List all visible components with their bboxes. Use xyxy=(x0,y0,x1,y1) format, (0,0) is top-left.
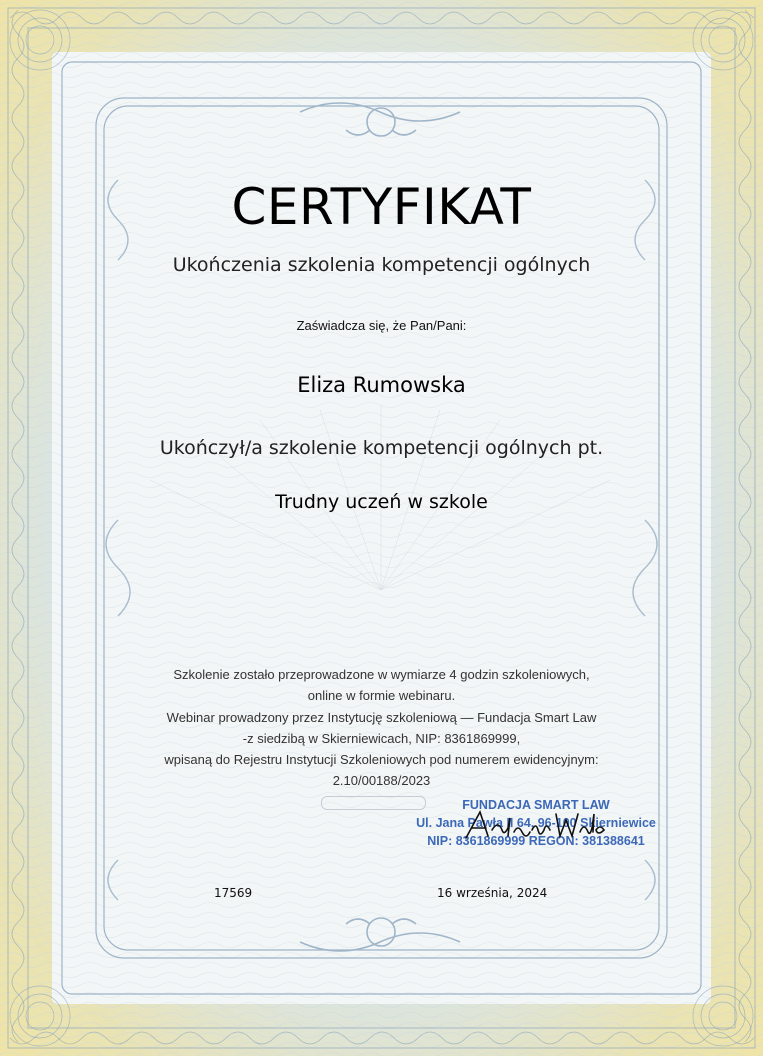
details-line: -z siedzibą w Skierniewicach, NIP: 8361869999, xyxy=(242,730,521,746)
completion-statement: Ukończył/a szkolenie kompetencji ogólnych pt. xyxy=(159,437,604,459)
details-line: Szkolenie zostało przeprowadzone w wymiarze 4 godzin szkoleniowych, xyxy=(173,667,590,682)
certificate-subtitle: Ukończenia szkolenia kompetencji ogólnych xyxy=(172,254,591,276)
training-details xyxy=(0,664,763,792)
details-line: online w formie webinaru. xyxy=(307,688,456,704)
course-title: Trudny uczeń w szkole xyxy=(275,491,488,513)
recipient-name: Eliza Rumowska xyxy=(297,373,466,397)
certifies-label: Zaświadcza się, że Pan/Pani: xyxy=(296,318,467,333)
stamp-org-name: FUNDACJA SMART LAW xyxy=(462,798,610,812)
issue-date: 16 września, 2024 xyxy=(437,886,548,900)
stamp-address: Ul. Jana Pawła II 64, 96-100 Skierniewice xyxy=(416,816,656,830)
details-line: wpisaną do Rejestru Instytucji Szkoleniowych pod numerem ewidencyjnym: xyxy=(164,752,599,768)
stamp-ids: NIP: 8361869999 REGON: 381388641 xyxy=(427,834,645,848)
certificate-number: 17569 xyxy=(214,886,253,900)
details-line: 2.10/00188/2023 xyxy=(332,773,431,789)
certificate-title: CERTYFIKAT xyxy=(231,178,532,236)
details-line: Webinar prowadzony przez Instytucję szkoleniową — Fundacja Smart Law xyxy=(166,709,597,725)
handwritten-signature xyxy=(460,806,610,846)
